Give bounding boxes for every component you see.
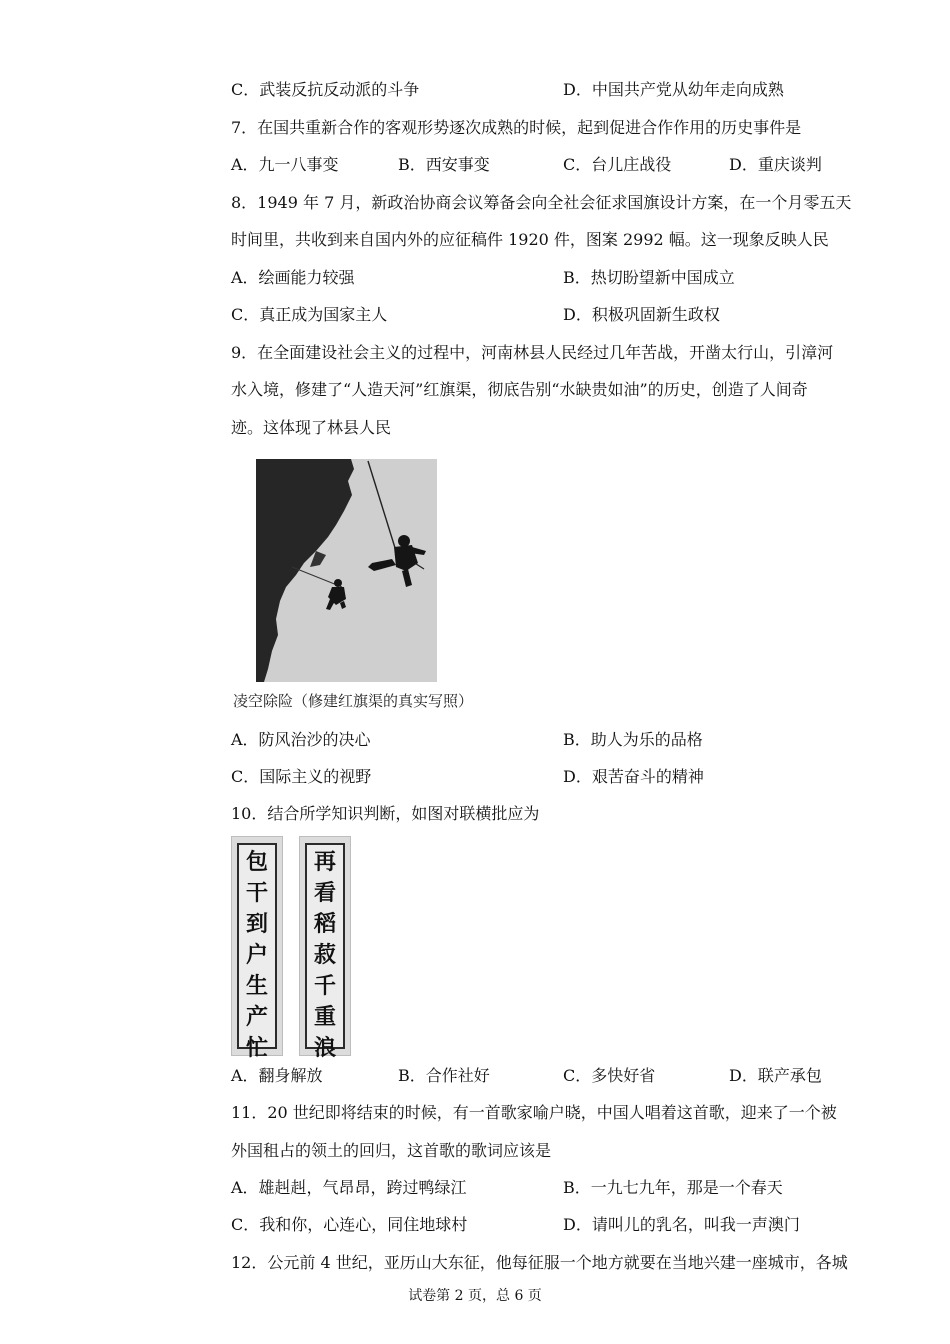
q6-option-c: C．武装反抗反动派的斗争 — [231, 80, 420, 99]
q12-stem-line1: 12．公元前 4 世纪，亚历山大东征，他每征服一个地方就要在当地兴建一座城市，各城 — [231, 1253, 848, 1272]
q11-stem-line2: 外国租占的领土的回归，这首歌的歌词应该是 — [231, 1141, 552, 1160]
q7-option-a: A．九一八事变 — [231, 155, 339, 174]
couplet-char: 忙 — [245, 1036, 268, 1061]
q10-option-b: B．合作社好 — [398, 1066, 490, 1085]
q10-option-d: D．联产承包 — [729, 1066, 822, 1085]
q8-stem-line1: 8．1949 年 7 月，新政治协商会议筹备会向全社会征求国旗设计方案，在一个月零五天 — [231, 193, 852, 212]
couplet-right-scroll — [299, 836, 351, 1061]
q11-option-a: A．雄赳赳，气昂昂，跨过鸭绿江 — [231, 1178, 467, 1197]
q10-stem: 10．结合所学知识判断，如图对联横批应为 — [231, 804, 540, 823]
page-footer: 试卷第 2 页，总 6 页 — [408, 1288, 542, 1304]
q8-option-b: B．热切盼望新中国成立 — [563, 268, 735, 287]
q7-option-c: C．台儿庄战役 — [563, 155, 672, 174]
couplet-char: 生 — [245, 974, 268, 999]
q9-stem-line1: 9．在全面建设社会主义的过程中，河南林县人民经过几年苦战，开凿太行山，引漳河 — [231, 343, 834, 362]
q9-option-b: B．助人为乐的品格 — [563, 730, 703, 749]
q7-option-d: D．重庆谈判 — [729, 155, 822, 174]
q7-stem: 7．在国共重新合作的客观形势逐次成熟的时候，起到促进合作作用的历史事件是 — [231, 118, 802, 137]
couplet-char: 重 — [313, 1005, 336, 1030]
q10-couplet-image — [231, 836, 351, 1061]
q11-stem-line1: 11．20 世纪即将结束的时候，有一首歌家喻户晓，中国人唱着这首歌，迎来了一个被 — [231, 1103, 837, 1122]
q7-option-b: B．西安事变 — [398, 155, 490, 174]
couplet-left-text — [237, 843, 277, 1061]
q9-photo-cliff-workers — [256, 459, 437, 682]
q8-option-a: A．绘画能力较强 — [231, 268, 355, 287]
q6-option-d: D．中国共产党从幼年走向成熟 — [563, 80, 784, 99]
couplet-char: 看 — [313, 881, 336, 906]
q10-option-c: C．多快好省 — [563, 1066, 656, 1085]
couplet-char: 菽 — [313, 943, 336, 968]
couplet-char: 户 — [245, 943, 268, 968]
couplet-right-text — [305, 843, 345, 1061]
q8-option-c: C．真正成为国家主人 — [231, 305, 388, 324]
couplet-char: 稻 — [313, 912, 336, 937]
q8-stem-line2: 时间里，共收到来自国内外的应征稿件 1920 件，图案 2992 幅。这一现象反映人民 — [231, 230, 829, 249]
q9-option-d: D．艰苦奋斗的精神 — [563, 767, 704, 786]
q11-option-c: C．我和你，心连心，同住地球村 — [231, 1215, 468, 1234]
couplet-char: 浪 — [313, 1036, 336, 1061]
couplet-char: 干 — [245, 881, 268, 906]
q9-stem-line3: 迹。这体现了林县人民 — [231, 418, 392, 437]
couplet-char: 千 — [313, 974, 336, 999]
q10-option-a: A．翻身解放 — [231, 1066, 323, 1085]
q9-option-a: A．防风治沙的决心 — [231, 730, 371, 749]
q8-option-d: D．积极巩固新生政权 — [563, 305, 720, 324]
q9-stem-line2: 水入境，修建了“人造天河”红旗渠，彻底告别“水缺贵如油”的历史，创造了人间奇 — [231, 380, 808, 399]
cliff-workers-illustration — [256, 459, 437, 682]
couplet-char: 到 — [245, 912, 268, 937]
couplet-char: 包 — [245, 850, 268, 875]
q9-option-c: C．国际主义的视野 — [231, 767, 372, 786]
couplet-left-scroll — [231, 836, 283, 1061]
couplet-char: 产 — [245, 1005, 268, 1030]
q9-photo-caption: 凌空除险（修建红旗渠的真实写照） — [233, 692, 474, 710]
couplet-char: 再 — [313, 850, 336, 875]
q11-option-d: D．请叫儿的乳名，叫我一声澳门 — [563, 1215, 800, 1234]
q11-option-b: B．一九七九年，那是一个春天 — [563, 1178, 783, 1197]
